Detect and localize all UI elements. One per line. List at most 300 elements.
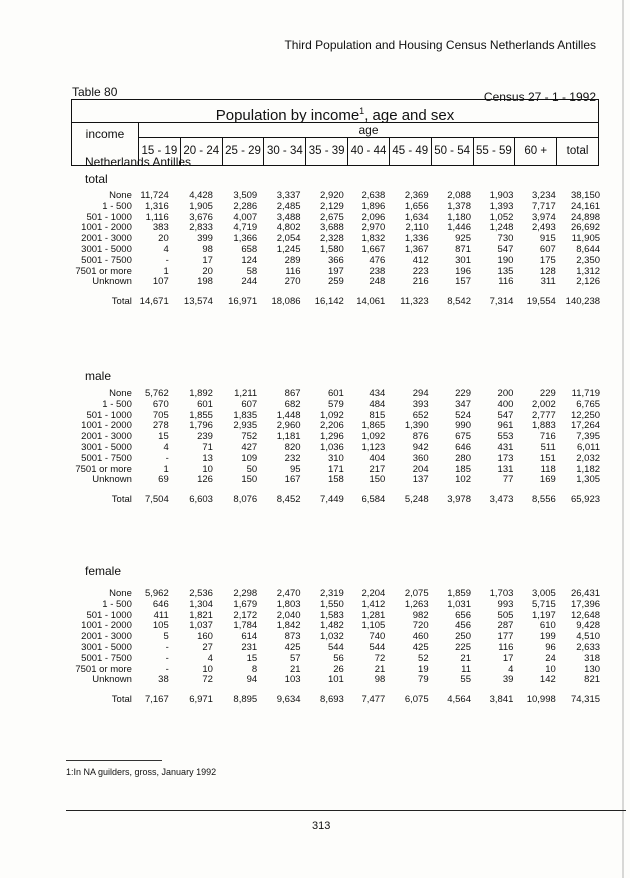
cell-value: 280 bbox=[455, 452, 471, 464]
cell-value: 150 bbox=[241, 474, 258, 486]
cell-value: 1,446 bbox=[447, 222, 471, 234]
cell-value: 14,671 bbox=[139, 296, 169, 308]
cell-value: 1,796 bbox=[189, 420, 213, 432]
col-header: 15 - 19 bbox=[139, 138, 181, 165]
cell-value: 716 bbox=[539, 431, 556, 443]
income-bracket: Unknown bbox=[92, 674, 132, 686]
cell-value: 1,123 bbox=[361, 441, 386, 453]
cell-value: 1,245 bbox=[276, 243, 301, 255]
cell-value: 17,264 bbox=[570, 420, 601, 432]
cell-value: 18,086 bbox=[271, 296, 301, 308]
col-header: 45 - 49 bbox=[390, 138, 432, 165]
cell-value: - bbox=[165, 641, 169, 653]
cell-value: 1,784 bbox=[233, 620, 258, 632]
cell-value: 5,715 bbox=[532, 598, 556, 610]
cell-value: 310 bbox=[327, 452, 344, 464]
cell-value: 682 bbox=[284, 398, 301, 410]
cell-value: 190 bbox=[497, 254, 514, 266]
cell-value: 2,002 bbox=[532, 398, 556, 410]
cell-value: 21 bbox=[374, 663, 386, 675]
cell-value: 1,367 bbox=[404, 243, 429, 255]
cell-value: 158 bbox=[327, 474, 344, 486]
income-bracket: 1001 - 2000 bbox=[81, 420, 132, 432]
income-bracket: None bbox=[109, 588, 132, 599]
cell-value: 656 bbox=[455, 609, 471, 621]
cell-value: 544 bbox=[369, 641, 386, 653]
cell-value: 1,180 bbox=[447, 211, 471, 223]
cell-value: 431 bbox=[497, 441, 514, 453]
cell-value: 71 bbox=[202, 441, 213, 453]
cell-value: 2,298 bbox=[233, 588, 258, 599]
cell-value: 229 bbox=[455, 388, 471, 399]
col-header: 55 - 59 bbox=[474, 138, 516, 165]
cell-value: 752 bbox=[241, 431, 258, 443]
cell-value: 1,304 bbox=[189, 598, 213, 610]
income-bracket: None bbox=[109, 388, 132, 399]
cell-value: 15 bbox=[246, 652, 258, 664]
cell-value: 4,564 bbox=[447, 694, 471, 706]
income-bracket: Unknown bbox=[92, 474, 132, 486]
cell-value: 4,802 bbox=[276, 222, 301, 234]
cell-value: 1,448 bbox=[276, 409, 301, 421]
cell-value: 1,116 bbox=[145, 211, 169, 223]
cell-value: 27 bbox=[202, 641, 213, 653]
area-label: Netherlands Antilles total bbox=[85, 155, 192, 186]
cell-value: 1,211 bbox=[234, 388, 258, 399]
cell-value: 8,556 bbox=[532, 494, 556, 506]
cell-value: 72 bbox=[374, 652, 386, 664]
total-row bbox=[60, 695, 600, 706]
cell-value: 1 bbox=[163, 265, 169, 277]
cell-value: 229 bbox=[539, 388, 556, 399]
cell-value: 2,206 bbox=[320, 420, 344, 432]
cell-value: 238 bbox=[369, 265, 386, 277]
cell-value: 1,583 bbox=[320, 609, 344, 621]
cell-value: 140,238 bbox=[565, 296, 601, 308]
cell-value: 411 bbox=[153, 609, 169, 621]
cell-value: 2,536 bbox=[189, 588, 213, 599]
cell-value: 294 bbox=[412, 388, 429, 399]
cell-value: 318 bbox=[584, 652, 601, 664]
running-head: Third Population and Housing Census Netherlands Antilles bbox=[284, 38, 596, 52]
cell-value: 151 bbox=[539, 452, 556, 464]
cell-value: 3,978 bbox=[447, 494, 471, 506]
total-row bbox=[60, 495, 600, 506]
cell-value: 720 bbox=[412, 620, 429, 632]
cell-value: 2,328 bbox=[320, 233, 344, 245]
income-bracket: Total bbox=[111, 296, 132, 308]
cell-value: 3,005 bbox=[532, 588, 556, 599]
cell-value: 199 bbox=[539, 631, 556, 643]
cell-value: 79 bbox=[418, 674, 429, 686]
cell-value: 484 bbox=[369, 398, 386, 410]
cell-value: 2,172 bbox=[233, 609, 258, 621]
cell-value: 21 bbox=[460, 652, 471, 664]
col-header: 35 - 39 bbox=[306, 138, 348, 165]
cell-value: 130 bbox=[584, 663, 601, 675]
table-row bbox=[60, 256, 600, 267]
cell-value: 1,859 bbox=[447, 588, 471, 599]
cell-value: 1,482 bbox=[320, 620, 344, 632]
cell-value: 95 bbox=[289, 463, 301, 475]
cell-value: 4 bbox=[163, 243, 169, 255]
cell-value: 10 bbox=[545, 663, 556, 675]
cell-value: 8,693 bbox=[320, 694, 344, 706]
cell-value: 3,841 bbox=[489, 694, 514, 706]
cell-value: 3,473 bbox=[489, 494, 514, 506]
cell-value: 270 bbox=[284, 276, 301, 288]
cell-value: 404 bbox=[369, 452, 386, 464]
cell-value: 5,962 bbox=[144, 588, 169, 599]
cell-value: - bbox=[165, 452, 169, 464]
cell-value: 990 bbox=[455, 420, 471, 432]
footnote: 1:In NA guilders, gross, January 1992 bbox=[66, 767, 217, 777]
cell-value: 12,250 bbox=[570, 409, 601, 421]
income-bracket: 7501 or more bbox=[75, 463, 132, 475]
cell-value: 135 bbox=[497, 265, 514, 277]
cell-value: 1,105 bbox=[361, 620, 386, 632]
table-row bbox=[60, 643, 600, 654]
income-bracket: 3001 - 5000 bbox=[81, 243, 132, 255]
cell-value: 876 bbox=[412, 431, 429, 443]
cell-value: 287 bbox=[497, 620, 514, 632]
table-row bbox=[60, 654, 600, 665]
cell-value: 19 bbox=[418, 663, 429, 675]
footnote-rule bbox=[66, 760, 162, 761]
cell-value: 1,366 bbox=[233, 233, 258, 245]
cell-value: 1,835 bbox=[233, 409, 258, 421]
cell-value: 2,075 bbox=[404, 588, 429, 599]
cell-value: 15 bbox=[158, 431, 169, 443]
table-row bbox=[60, 454, 600, 465]
cell-value: 55 bbox=[460, 674, 471, 686]
bottom-rule bbox=[66, 810, 626, 811]
cell-value: 1,832 bbox=[361, 233, 386, 245]
cell-value: 366 bbox=[327, 254, 344, 266]
cell-value: 1,032 bbox=[320, 631, 344, 643]
cell-value: 547 bbox=[497, 409, 514, 421]
cell-value: 116 bbox=[498, 276, 514, 288]
cell-value: 4 bbox=[508, 663, 514, 675]
cell-value: 8,895 bbox=[233, 694, 258, 706]
cell-value: 301 bbox=[455, 254, 471, 266]
cell-value: 4,428 bbox=[189, 190, 213, 201]
cell-value: 24 bbox=[545, 652, 556, 664]
cell-value: 150 bbox=[369, 474, 386, 486]
cell-value: 131 bbox=[497, 463, 514, 475]
cell-value: 137 bbox=[412, 474, 429, 486]
cell-value: 4,719 bbox=[233, 222, 258, 234]
cell-value: 601 bbox=[197, 398, 213, 410]
cell-value: 10 bbox=[202, 463, 213, 475]
cell-value: 77 bbox=[502, 474, 514, 486]
cell-value: 157 bbox=[455, 276, 471, 288]
income-header: income bbox=[72, 123, 139, 165]
cell-value: 1,181 bbox=[276, 431, 301, 443]
col-header: 25 - 29 bbox=[223, 138, 265, 165]
cell-value: 6,584 bbox=[361, 494, 386, 506]
cell-value: 1,703 bbox=[489, 588, 514, 599]
cell-value: 57 bbox=[289, 652, 301, 664]
cell-value: 1,550 bbox=[320, 598, 344, 610]
cell-value: 16,142 bbox=[314, 296, 344, 308]
cell-value: 98 bbox=[202, 243, 213, 255]
income-bracket: 1 - 500 bbox=[102, 598, 132, 610]
section-label-total: total bbox=[85, 172, 108, 186]
cell-value: 2,204 bbox=[361, 588, 386, 599]
cell-value: 102 bbox=[455, 474, 471, 486]
cell-value: 39 bbox=[502, 674, 514, 686]
income-bracket: 7501 or more bbox=[75, 663, 132, 675]
cell-value: 217 bbox=[369, 463, 386, 475]
col-header: 60 + bbox=[515, 138, 557, 165]
cell-value: 1,036 bbox=[320, 441, 344, 453]
table-row bbox=[60, 277, 600, 288]
income-bracket: Total bbox=[111, 494, 132, 506]
cell-value: 1,092 bbox=[320, 409, 344, 421]
cell-value: 2,633 bbox=[576, 641, 601, 653]
cell-value: 10 bbox=[202, 663, 213, 675]
cell-value: 1,580 bbox=[320, 243, 344, 255]
cell-value: 8,644 bbox=[576, 243, 601, 255]
cell-value: 7,167 bbox=[144, 694, 169, 706]
cell-value: 821 bbox=[584, 674, 601, 686]
cell-value: 11,905 bbox=[571, 233, 601, 245]
cell-value: 9,634 bbox=[276, 694, 301, 706]
cell-value: 8,542 bbox=[447, 296, 471, 308]
cell-value: 2,369 bbox=[404, 190, 429, 201]
section-male bbox=[60, 389, 600, 506]
cell-value: 1,855 bbox=[189, 409, 213, 421]
cell-value: 2,485 bbox=[276, 200, 301, 212]
cell-value: 2,935 bbox=[233, 420, 258, 432]
cell-value: 1,896 bbox=[361, 200, 386, 212]
cell-value: 3,688 bbox=[320, 222, 344, 234]
cell-value: 607 bbox=[539, 243, 556, 255]
cell-value: 705 bbox=[152, 409, 169, 421]
income-bracket: 7501 or more bbox=[75, 265, 132, 277]
cell-value: 942 bbox=[412, 441, 429, 453]
cell-value: 200 bbox=[497, 388, 514, 399]
cell-value: 1,892 bbox=[189, 388, 213, 399]
cell-value: 177 bbox=[497, 631, 514, 643]
cell-value: 19,554 bbox=[526, 296, 556, 308]
cell-value: 1,803 bbox=[276, 598, 301, 610]
cell-value: 69 bbox=[158, 474, 169, 486]
cell-value: 1,378 bbox=[447, 200, 471, 212]
cell-value: 4,510 bbox=[576, 631, 601, 643]
cell-value: 3,488 bbox=[276, 211, 301, 223]
cell-value: 231 bbox=[241, 641, 258, 653]
cell-value: 2,054 bbox=[276, 233, 301, 245]
income-bracket: None bbox=[109, 190, 132, 201]
cell-value: 425 bbox=[412, 641, 429, 653]
cell-value: 3,974 bbox=[532, 211, 556, 223]
cell-value: 198 bbox=[197, 276, 213, 288]
cell-value: 24,898 bbox=[570, 211, 601, 223]
census-date: Census 27 - 1 - 1992 bbox=[483, 90, 596, 104]
cell-value: 1,031 bbox=[447, 598, 471, 610]
cell-value: 961 bbox=[497, 420, 514, 432]
cell-value: 1,037 bbox=[189, 620, 213, 632]
cell-value: 50 bbox=[246, 463, 258, 475]
cell-value: 2,319 bbox=[320, 588, 344, 599]
cell-value: 658 bbox=[241, 243, 258, 255]
cell-value: 3,337 bbox=[276, 190, 301, 201]
cell-value: 5,762 bbox=[144, 388, 169, 399]
income-bracket: 1 - 500 bbox=[102, 200, 132, 212]
income-bracket: 2001 - 3000 bbox=[81, 431, 132, 443]
cell-value: 652 bbox=[412, 409, 429, 421]
cell-value: 646 bbox=[152, 598, 169, 610]
cell-value: 105 bbox=[152, 620, 169, 632]
cell-value: 1,842 bbox=[276, 620, 301, 632]
cell-value: 360 bbox=[412, 452, 429, 464]
cell-value: 20 bbox=[202, 265, 213, 277]
cell-value: 248 bbox=[369, 276, 386, 288]
cell-value: 7,395 bbox=[576, 431, 601, 443]
cell-value: - bbox=[165, 254, 169, 266]
cell-value: 553 bbox=[497, 431, 514, 443]
cell-value: 982 bbox=[412, 609, 429, 621]
cell-value: 1,903 bbox=[489, 190, 514, 201]
cell-value: 6,075 bbox=[404, 694, 429, 706]
cell-value: 13 bbox=[202, 452, 213, 464]
section-female bbox=[60, 589, 600, 706]
cell-value: 167 bbox=[284, 474, 301, 486]
col-header: total bbox=[566, 145, 589, 157]
cell-value: 72 bbox=[202, 674, 213, 686]
table-row bbox=[60, 675, 600, 686]
cell-value: 2,096 bbox=[361, 211, 386, 223]
table-title: Population by income$^1$, age and sex bbox=[72, 100, 598, 123]
cell-value: 820 bbox=[284, 441, 301, 453]
cell-value: 1,393 bbox=[489, 200, 514, 212]
cell-value: 1,390 bbox=[404, 420, 429, 432]
cell-value: 3,234 bbox=[532, 190, 556, 201]
cell-value: 94 bbox=[246, 674, 258, 686]
cell-value: 2,777 bbox=[532, 409, 556, 421]
cell-value: 2,286 bbox=[233, 200, 258, 212]
cell-value: 2,350 bbox=[576, 254, 601, 266]
cell-value: 38,150 bbox=[570, 190, 601, 201]
cell-value: 1,336 bbox=[404, 233, 429, 245]
cell-value: 232 bbox=[284, 452, 301, 464]
cell-value: 2,833 bbox=[189, 222, 213, 234]
income-bracket: 3001 - 5000 bbox=[81, 641, 132, 653]
cell-value: 925 bbox=[455, 233, 471, 245]
cell-value: 2,470 bbox=[276, 588, 301, 599]
income-bracket: 5001 - 7500 bbox=[81, 652, 132, 664]
cell-value: 24,161 bbox=[570, 200, 601, 212]
age-header: age bbox=[139, 123, 598, 138]
section-label-female: female bbox=[85, 564, 122, 578]
income-bracket: 1 - 500 bbox=[102, 398, 132, 410]
cell-value: 289 bbox=[284, 254, 301, 266]
cell-value: 7,717 bbox=[532, 200, 556, 212]
cell-value: 915 bbox=[539, 233, 556, 245]
cell-value: 239 bbox=[197, 431, 213, 443]
cell-value: 1,634 bbox=[404, 211, 429, 223]
cell-value: 171 bbox=[327, 463, 344, 475]
cell-value: 107 bbox=[152, 276, 169, 288]
cell-value: 2,920 bbox=[320, 190, 344, 201]
cell-value: 1,182 bbox=[576, 463, 601, 475]
cell-value: 2,040 bbox=[276, 609, 301, 621]
cell-value: 740 bbox=[369, 631, 386, 643]
cell-value: 11,724 bbox=[140, 190, 169, 201]
cell-value: 646 bbox=[455, 441, 471, 453]
cell-value: 26,431 bbox=[570, 588, 601, 599]
cell-value: 175 bbox=[539, 254, 556, 266]
cell-value: 460 bbox=[412, 631, 429, 643]
cell-value: 8,076 bbox=[233, 494, 258, 506]
cell-value: 116 bbox=[498, 641, 514, 653]
cell-value: 547 bbox=[497, 243, 514, 255]
section-total bbox=[60, 191, 600, 308]
cell-value: 74,315 bbox=[570, 694, 601, 706]
income-bracket: 501 - 1000 bbox=[86, 609, 132, 621]
cell-value: 1,656 bbox=[404, 200, 429, 212]
cell-value: 16,971 bbox=[228, 296, 258, 308]
col-header: 40 - 44 bbox=[348, 138, 390, 165]
cell-value: - bbox=[165, 652, 169, 664]
cell-value: 250 bbox=[455, 631, 471, 643]
cell-value: 1,667 bbox=[361, 243, 386, 255]
cell-value: 185 bbox=[455, 463, 471, 475]
cell-value: 11,719 bbox=[571, 388, 601, 399]
col-header: 30 - 34 bbox=[264, 138, 306, 165]
section-label-male: male bbox=[85, 369, 112, 383]
cell-value: 7,504 bbox=[144, 494, 169, 506]
cell-value: 670 bbox=[152, 398, 169, 410]
cell-value: 126 bbox=[197, 474, 213, 486]
cell-value: 399 bbox=[197, 233, 213, 245]
cell-value: 26,692 bbox=[570, 222, 601, 234]
cell-value: 20 bbox=[158, 233, 169, 245]
cell-value: 5 bbox=[163, 631, 169, 643]
income-bracket: 1001 - 2000 bbox=[81, 222, 132, 234]
cell-value: 3,676 bbox=[189, 211, 213, 223]
cell-value: 2,675 bbox=[320, 211, 344, 223]
total-row bbox=[60, 297, 600, 308]
cell-value: 17 bbox=[202, 254, 213, 266]
cell-value: 142 bbox=[539, 674, 556, 686]
cell-value: 6,011 bbox=[576, 441, 601, 453]
cell-value: 11,323 bbox=[400, 296, 429, 308]
cell-value: 2,960 bbox=[276, 420, 301, 432]
cell-value: 278 bbox=[152, 420, 169, 432]
cell-value: 7,477 bbox=[361, 694, 386, 706]
cell-value: 9,428 bbox=[576, 620, 601, 632]
cell-value: 118 bbox=[540, 463, 556, 475]
cell-value: 1,883 bbox=[532, 420, 556, 432]
table-row bbox=[60, 202, 600, 213]
cell-value: 873 bbox=[284, 631, 301, 643]
cell-value: 2,088 bbox=[447, 190, 471, 201]
cell-value: 383 bbox=[152, 222, 169, 234]
cell-value: 2,032 bbox=[576, 452, 601, 464]
cell-value: 544 bbox=[327, 641, 344, 653]
cell-value: 675 bbox=[455, 431, 471, 443]
cell-value: 223 bbox=[412, 265, 429, 277]
cell-value: 867 bbox=[284, 388, 301, 399]
col-header: 20 - 24 bbox=[181, 138, 223, 165]
cell-value: 124 bbox=[241, 254, 258, 266]
cell-value: 204 bbox=[412, 463, 429, 475]
cell-value: 101 bbox=[327, 674, 344, 686]
income-bracket: Unknown bbox=[92, 276, 132, 288]
